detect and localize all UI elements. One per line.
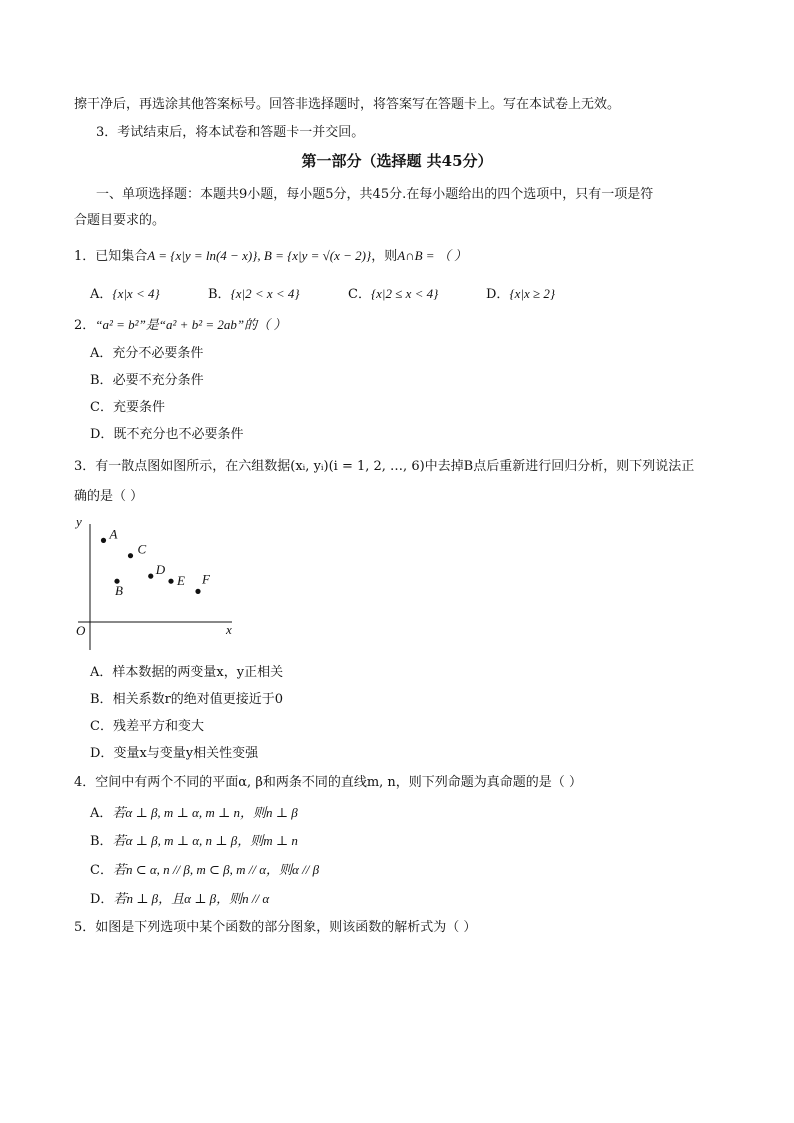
set-a: A = {x|y = ln(4 − x)}	[147, 248, 258, 263]
question-4	[74, 774, 582, 792]
question-text: “a² = b²”是“a² + b² = 2ab”的（ ）	[95, 317, 287, 332]
question-number: 1．	[74, 249, 96, 264]
q1-option-a[interactable]: A．{x|x < 4}	[90, 286, 160, 302]
question-3-cont: 确的是（ ）	[74, 489, 144, 504]
question-number: 2．	[74, 318, 96, 333]
q4-option-b[interactable]: B．若α ⊥ β, m ⊥ α, n ⊥ β，则m ⊥ n	[90, 833, 298, 849]
question-text: 空间中有两个不同的平面α, β和两条不同的直线m, n，则下列命题为真命题的是（ ）	[95, 775, 582, 790]
q1-option-d[interactable]: D．{x|x ≥ 2}	[486, 286, 556, 302]
q4-option-c[interactable]: C．若n ⊂ α, n // β, m ⊂ β, m // α，则α // β	[90, 862, 320, 878]
section-instruction-b: 合题目要求的。	[74, 213, 166, 228]
q2-option-a[interactable]: A．充分不必要条件	[90, 346, 204, 361]
q2-option-b[interactable]: B．必要不充分条件	[90, 373, 204, 388]
intro-line-1: 擦干净后，再选涂其他答案标号。回答非选择题时，将答案写在答题卡上。写在本试卷上无效。	[74, 97, 621, 112]
q2-option-d[interactable]: D．既不充分也不必要条件	[90, 427, 244, 442]
scatter-point-label-c: C	[137, 541, 147, 557]
q3-option-b[interactable]: B．相关系数r的绝对值更接近于0	[90, 692, 284, 707]
scatter-point-label-b: B	[115, 583, 123, 599]
question-number: 4．	[74, 775, 96, 790]
q4-option-a[interactable]: A．若α ⊥ β, m ⊥ α, m ⊥ n，则n ⊥ β	[90, 805, 298, 821]
question-text: 如图是下列选项中某个函数的部分图象，则该函数的解析式为（ ）	[95, 920, 477, 935]
section-instruction-a: 一、单项选择题：本题共9小题，每小题5分，共45分.在每小题给出的四个选项中，只有一项是符	[96, 187, 654, 202]
set-b: , B = {x|y = √(x − 2)}	[257, 248, 372, 263]
scatter-point-e	[168, 579, 173, 584]
section-title: 第一部分（选择题 共45分）	[301, 152, 493, 170]
q1-option-c[interactable]: C．{x|2 ≤ x < 4}	[348, 286, 439, 302]
question-number: 5．	[74, 920, 96, 935]
q3-option-d[interactable]: D．变量x与变量y相关性变强	[90, 746, 259, 761]
scatter-point-c	[128, 553, 133, 558]
question-2	[74, 316, 286, 335]
x-axis-label: x	[226, 622, 232, 637]
question-text: 有一散点图如图所示，在六组数据(xᵢ, yᵢ)(i = 1, 2, …, 6)中去掉B点后重新进行回归分析，则下列说法正	[95, 459, 695, 474]
q1-option-b[interactable]: B．{x|2 < x < 4}	[208, 286, 300, 302]
scatter-point-a	[101, 538, 106, 543]
scatter-plot	[70, 512, 250, 652]
question-3	[74, 458, 694, 476]
q4-option-d[interactable]: D．若n ⊥ β，且α ⊥ β，则n // α	[90, 891, 270, 907]
q3-option-c[interactable]: C．残差平方和变大	[90, 719, 204, 734]
scatter-point-label-e: E	[177, 573, 185, 589]
scatter-point-d	[148, 574, 153, 579]
q3-option-a[interactable]: A．样本数据的两变量x，y正相关	[90, 665, 284, 680]
question-text-b: ，则	[371, 249, 398, 264]
question-number: 3．	[74, 459, 96, 474]
question-5	[74, 919, 476, 937]
q2-option-c[interactable]: C．充要条件	[90, 400, 165, 415]
question-text: 已知集合	[95, 249, 148, 264]
intersection-expr: A∩B = （ ）	[397, 248, 468, 263]
scatter-point-label-f: F	[202, 571, 210, 587]
scatter-point-label-a: A	[109, 526, 118, 542]
scatter-point-label-d: D	[155, 562, 166, 578]
scatter-point-f	[195, 589, 200, 594]
question-1	[74, 247, 467, 266]
origin-label: O	[76, 623, 86, 638]
y-axis-label: y	[76, 514, 82, 529]
intro-line-2: 3．考试结束后，将本试卷和答题卡一并交回。	[96, 125, 365, 140]
